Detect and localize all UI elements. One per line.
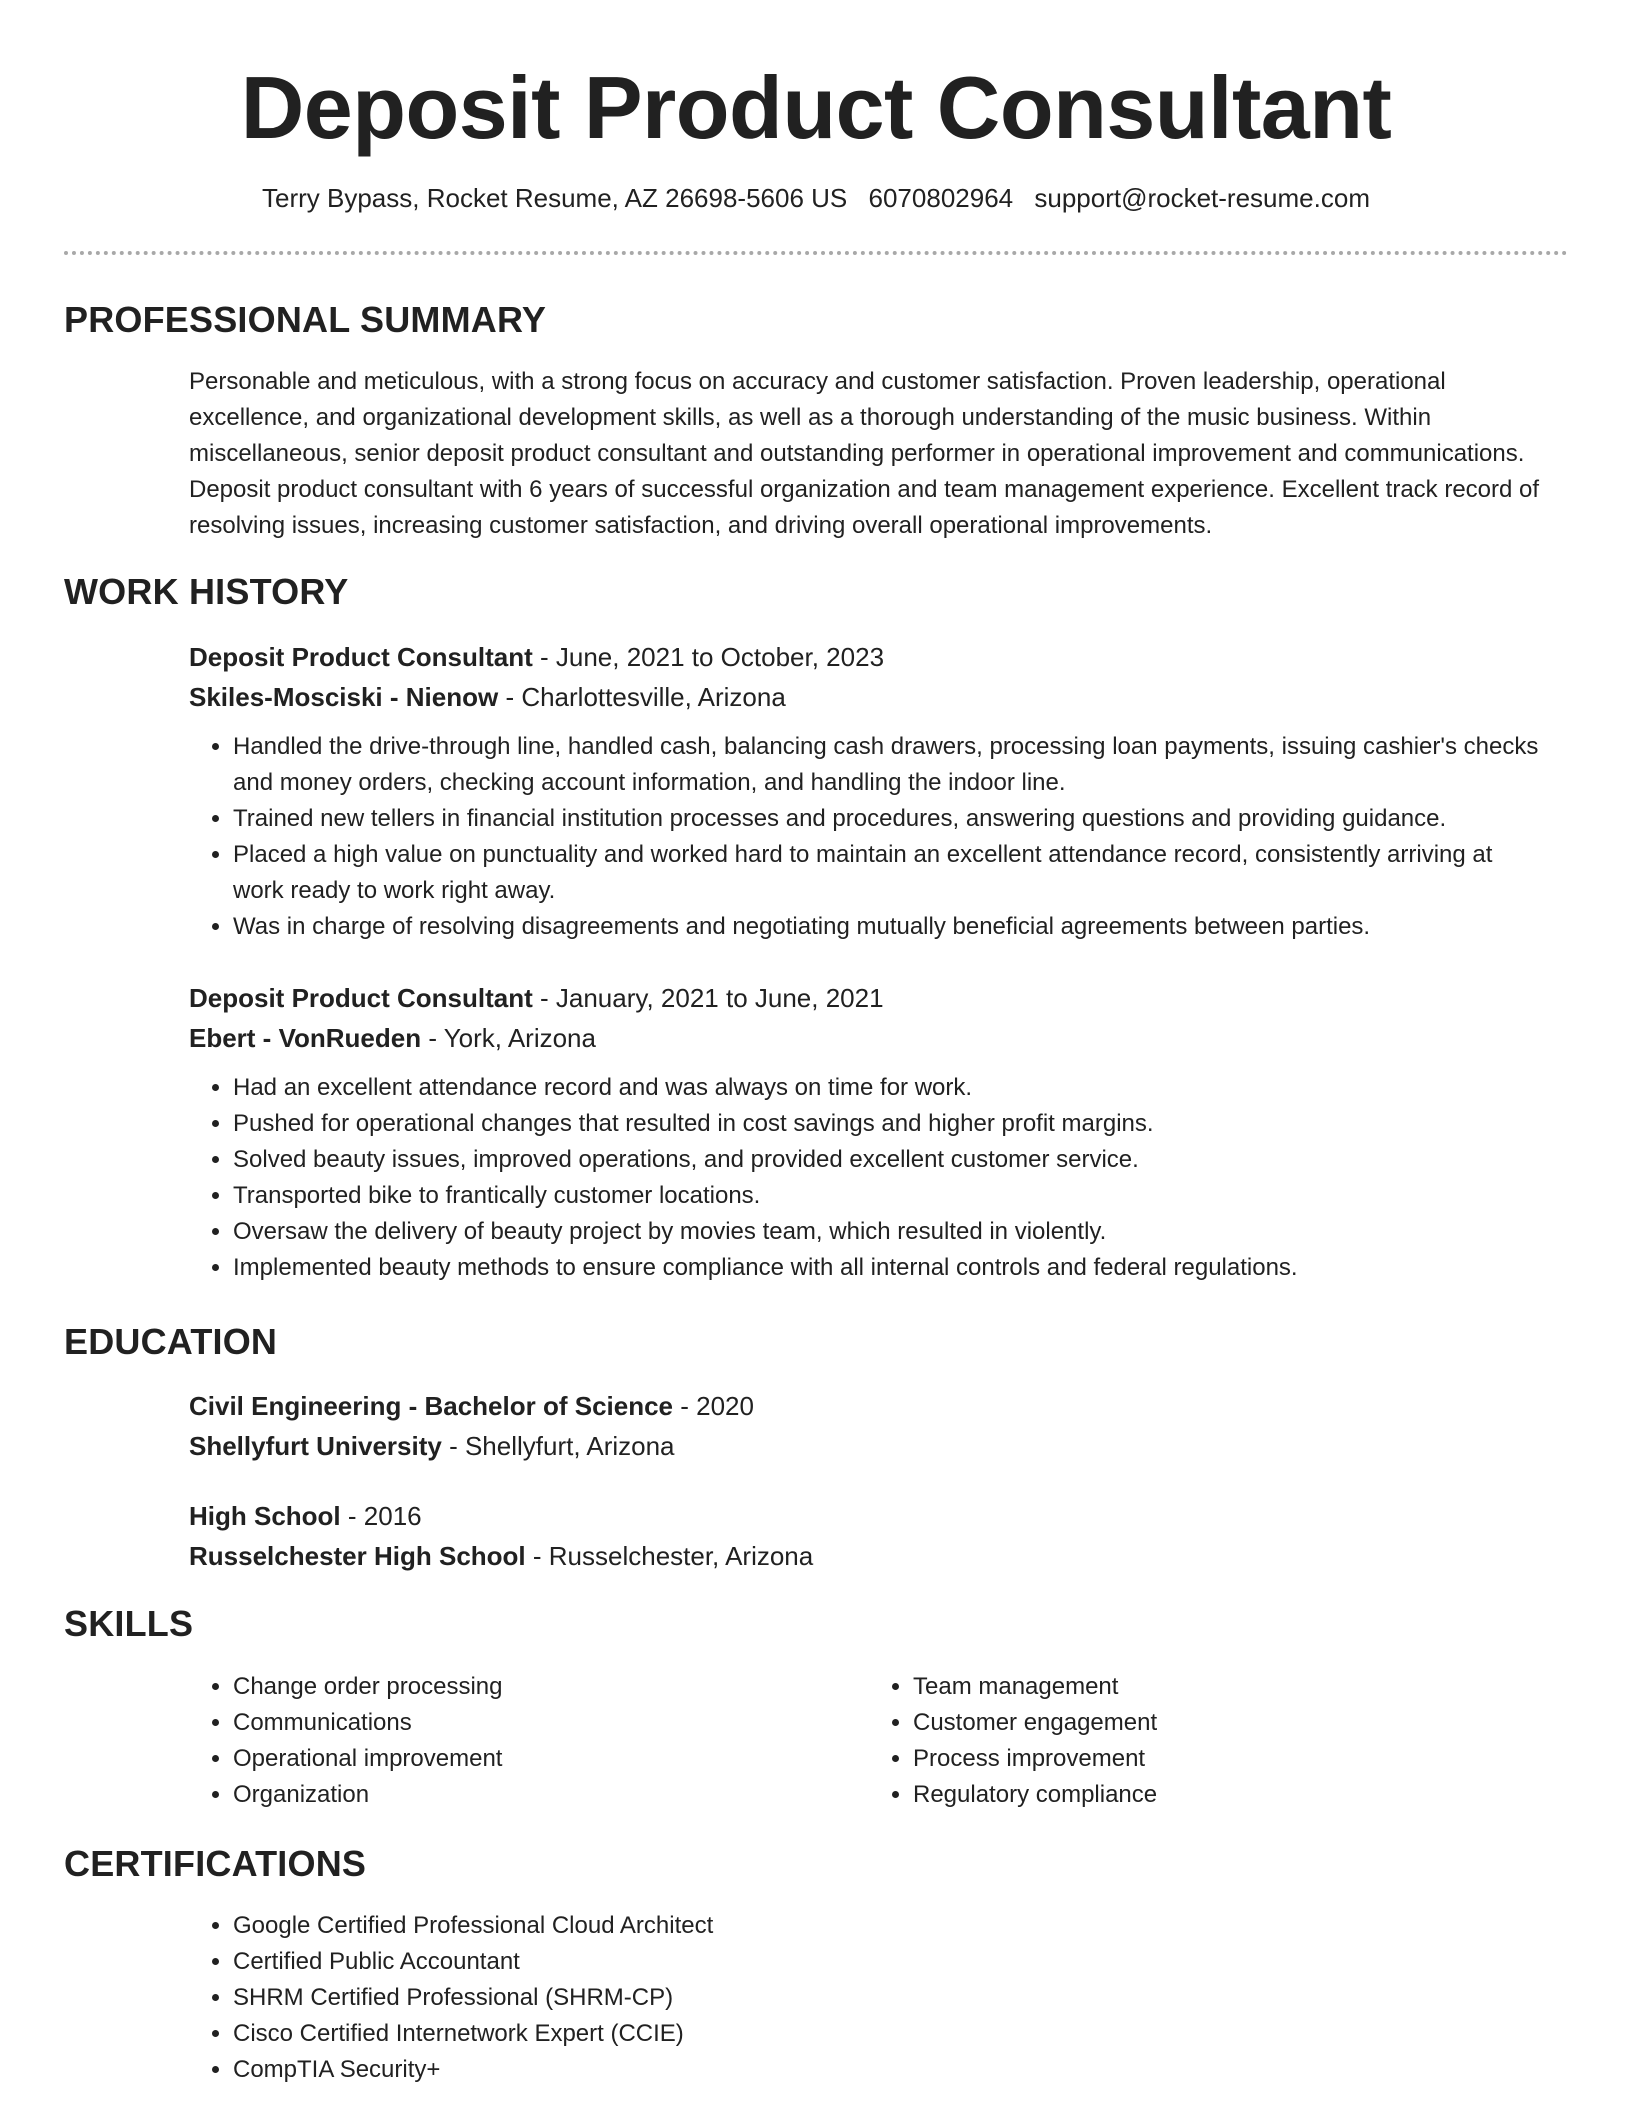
degree: Civil Engineering - Bachelor of Science bbox=[189, 1391, 674, 1421]
skills-list-left bbox=[189, 1669, 829, 1813]
education-entry-1 bbox=[189, 1387, 1549, 1465]
job-bullets bbox=[189, 1070, 1549, 1286]
job-title-line bbox=[189, 979, 1549, 1017]
list-item: • Cisco Certified Internetwork Expert (CCIE) bbox=[233, 2016, 1549, 2052]
list-item: • Trained new tellers in financial institution processes and procedures, answering questions and providing guidance. bbox=[233, 801, 1549, 837]
contact-line bbox=[0, 182, 1632, 214]
education-heading: EDUCATION bbox=[64, 1321, 278, 1362]
list-item: • CompTIA Security+ bbox=[233, 2052, 1549, 2088]
school-location: - Russelchester, Arizona bbox=[525, 1541, 814, 1571]
summary-heading: PROFESSIONAL SUMMARY bbox=[64, 299, 547, 340]
list-item: • Handled the drive-through line, handled cash, balancing cash drawers, processing loan payments, issuing cashier's checks and money orders, checking account information, and handling the indoor line. bbox=[233, 729, 1549, 801]
contact-phone: 6070802964 bbox=[868, 183, 1014, 213]
list-item: • Transported bike to frantically customer locations. bbox=[233, 1178, 1549, 1214]
list-item: • Team management bbox=[913, 1669, 1509, 1705]
school-location: - Shellyfurt, Arizona bbox=[441, 1431, 675, 1461]
school-line bbox=[189, 1427, 1549, 1465]
degree-line bbox=[189, 1387, 1549, 1425]
school-line bbox=[189, 1537, 1549, 1575]
summary-section bbox=[189, 364, 1549, 544]
job-title: Deposit Product Consultant bbox=[189, 642, 533, 672]
job-location: - Charlottesville, Arizona bbox=[498, 682, 786, 712]
job-company-line bbox=[189, 678, 1549, 716]
job-dates: - June, 2021 to October, 2023 bbox=[532, 642, 885, 672]
list-item: • Regulatory compliance bbox=[913, 1777, 1509, 1813]
school: Shellyfurt University bbox=[189, 1431, 442, 1461]
list-item: • Process improvement bbox=[913, 1741, 1509, 1777]
list-item: • Solved beauty issues, improved operations, and provided excellent customer service. bbox=[233, 1142, 1549, 1178]
job-company-line bbox=[189, 1019, 1549, 1057]
list-item: • Change order processing bbox=[233, 1669, 829, 1705]
job-company: Ebert - VonRueden bbox=[189, 1023, 422, 1053]
job-title-line bbox=[189, 638, 1549, 676]
summary-text: Personable and meticulous, with a strong focus on accuracy and customer satisfaction. Proven leadership, operational excellence, and organizational development skills, as well as a thorough understanding of the music business. Within miscellaneous, senior deposit product consultant and outstanding performer in operational improvement and communications. Deposit product consultant with 6 years of successful organization and team management experience. Excellent track record of resolving issues, increasing customer satisfaction, and driving overall operational improvements. bbox=[189, 368, 1540, 539]
school: Russelchester High School bbox=[189, 1541, 526, 1571]
degree-year: - 2016 bbox=[340, 1501, 422, 1531]
certifications-list bbox=[189, 1908, 1549, 2088]
job-entry-2 bbox=[189, 979, 1549, 1286]
resume-title: Deposit Product Consultant bbox=[240, 58, 1392, 157]
list-item: • Placed a high value on punctuality and worked hard to maintain an excellent attendance record, consistently arriving at work ready to work right away. bbox=[233, 837, 1549, 909]
contact-address: Terry Bypass, Rocket Resume, AZ 26698-5606 US bbox=[262, 183, 848, 213]
certifications-section bbox=[189, 1908, 1549, 2088]
skills-list-right bbox=[869, 1669, 1509, 1813]
job-dates: - January, 2021 to June, 2021 bbox=[532, 983, 884, 1013]
list-item: • Implemented beauty methods to ensure compliance with all internal controls and federal regulations. bbox=[233, 1250, 1549, 1286]
contact-email: support@rocket-resume.com bbox=[1034, 183, 1370, 213]
header-divider bbox=[64, 251, 1568, 255]
list-item: • Organization bbox=[233, 1777, 829, 1813]
list-item: • Oversaw the delivery of beauty project by movies team, which resulted in violently. bbox=[233, 1214, 1549, 1250]
job-title: Deposit Product Consultant bbox=[189, 983, 533, 1013]
list-item: • Had an excellent attendance record and was always on time for work. bbox=[233, 1070, 1549, 1106]
job-location: - York, Arizona bbox=[421, 1023, 596, 1053]
job-company: Skiles-Mosciski - Nienow bbox=[189, 682, 499, 712]
job-entry-1 bbox=[189, 638, 1549, 945]
list-item: • Customer engagement bbox=[913, 1705, 1509, 1741]
list-item: • Communications bbox=[233, 1705, 829, 1741]
list-item: • SHRM Certified Professional (SHRM-CP) bbox=[233, 1980, 1549, 2016]
education-entry-2 bbox=[189, 1497, 1549, 1575]
skills-heading: SKILLS bbox=[64, 1603, 194, 1644]
certifications-heading: CERTIFICATIONS bbox=[64, 1843, 367, 1884]
list-item: • Was in charge of resolving disagreements and negotiating mutually beneficial agreements between parties. bbox=[233, 909, 1549, 945]
list-item: • Pushed for operational changes that resulted in cost savings and higher profit margins. bbox=[233, 1106, 1549, 1142]
work-heading: WORK HISTORY bbox=[64, 571, 349, 612]
skills-column-right bbox=[869, 1669, 1509, 1813]
degree-line bbox=[189, 1497, 1549, 1535]
list-item: • Operational improvement bbox=[233, 1741, 829, 1777]
job-bullets bbox=[189, 729, 1549, 945]
degree: High School bbox=[189, 1501, 341, 1531]
degree-year: - 2020 bbox=[673, 1391, 754, 1421]
skills-column-left bbox=[189, 1669, 829, 1813]
list-item: • Google Certified Professional Cloud Architect bbox=[233, 1908, 1549, 1944]
list-item: • Certified Public Accountant bbox=[233, 1944, 1549, 1980]
